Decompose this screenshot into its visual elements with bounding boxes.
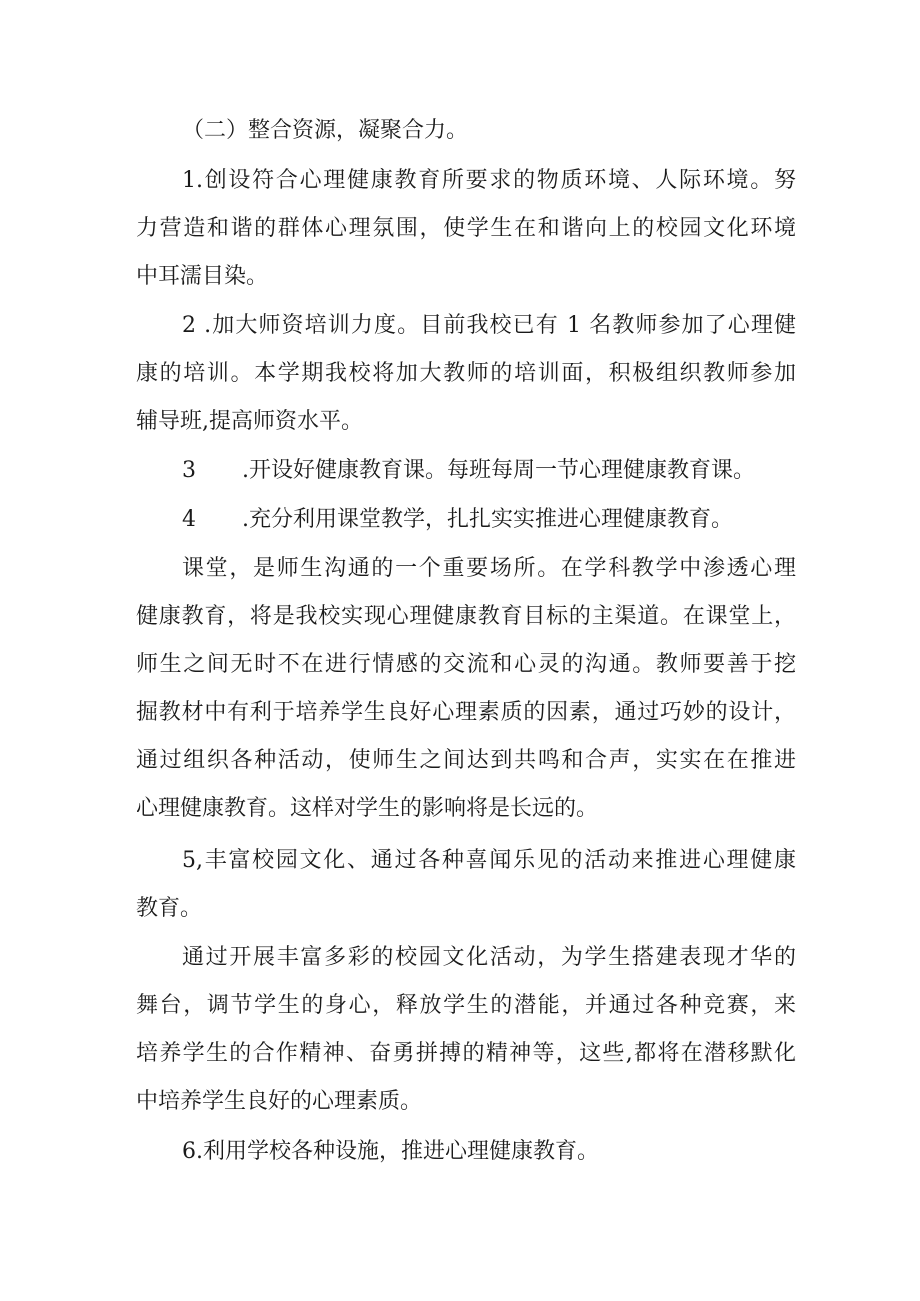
item-text: .开设好健康教育课。每班每周一节心理健康教育课。 [242, 458, 755, 483]
item-number: 3 [182, 458, 196, 483]
paragraph-8: 6.利用学校各种设施，推进心理健康教育。 [182, 1139, 599, 1164]
paragraph-2: 2 .加大师资培训力度。目前我校已有 1 名教师参加了心理健 康的培训。本学期我校将加大教师的培训面，积极组织教师参加 辅导班,提高师资水平。 [136, 313, 796, 434]
item-number: 4 [182, 507, 196, 532]
paragraph-6: 5,丰富校园文化、通过各种喜闻乐见的活动来推进心理健康 教育。 [136, 848, 796, 921]
paragraph-1: 1.创设符合心理健康教育所要求的物质环境、人际环境。努 力营造和谐的群体心理氛围，使学生在和谐向上的校园文化环境 中耳濡目染。 [136, 168, 796, 289]
paragraph-7: 通过开展丰富多彩的校园文化活动，为学生搭建表现才华的 舞台，调节学生的身心，释放学生的潜能，并通过各种竞赛，来 培养学生的合作精神、奋勇拼搏的精神等，这些,都将在潜移默化 中培养学生良好的心理素质。 [136, 945, 796, 1114]
section-heading [136, 107, 796, 155]
item-text: .充分利用课堂教学，扎扎实实推进心理健康教育。 [242, 507, 733, 532]
paragraph-4 [136, 496, 796, 544]
heading-text: （二）整合资源，凝聚合力。 [182, 118, 469, 143]
paragraph-3 [136, 447, 796, 495]
paragraph-5: 课堂，是师生沟通的一个重要场所。在学科教学中渗透心理 健康教育，将是我校实现心理健康教育目标的主渠道。在课堂上， 师生之间无时不在进行情感的交流和心灵的沟通。教师要善于挖 掘教材中有利于培养学生良好心理素质的因素，通过巧妙的设计， 通过组织各种活动，使师生之间达到共鸣和合声，实实在在推进 心理健康教育。这样对学生的影响将是长远的。 [136, 556, 796, 821]
